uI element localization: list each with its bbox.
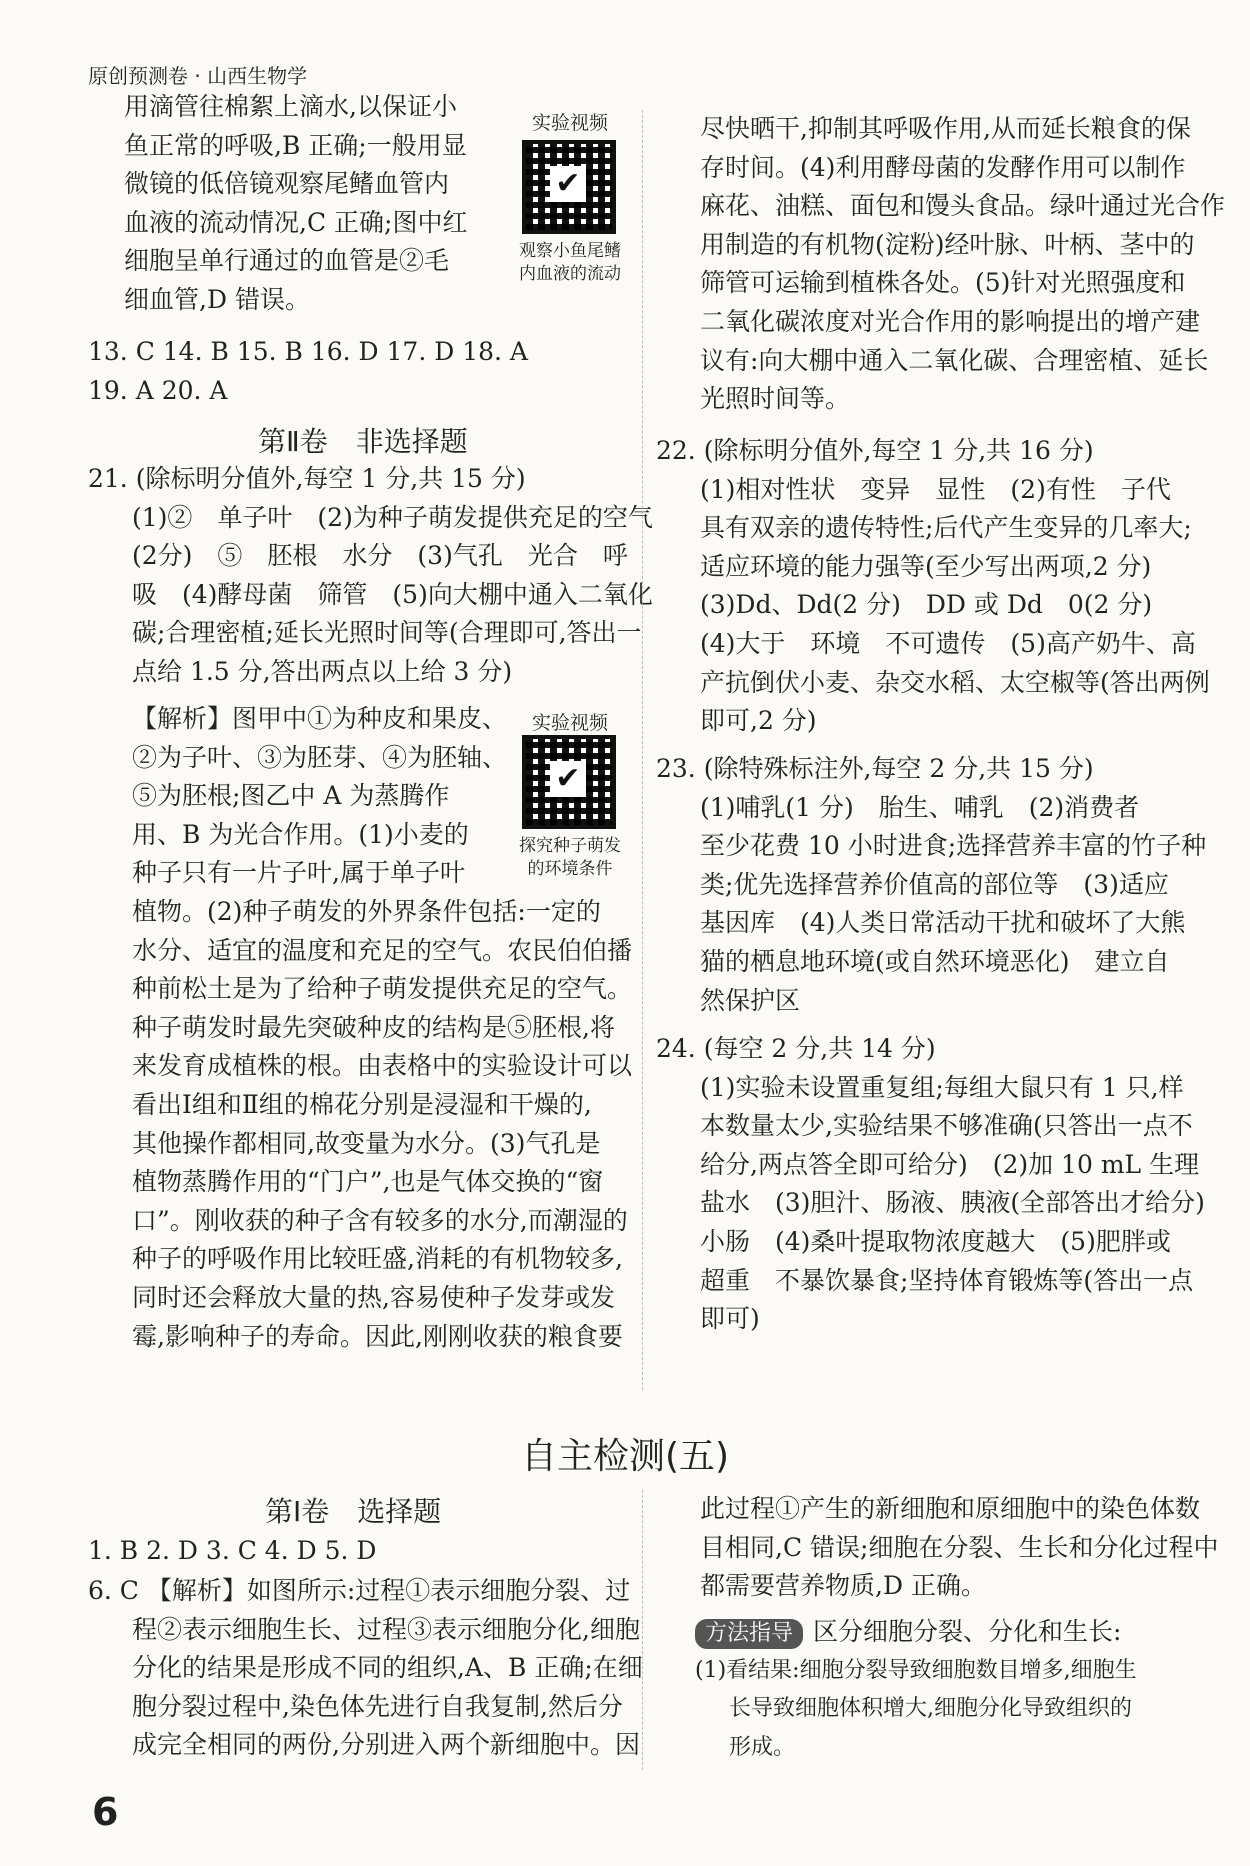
check-icon: ✔ <box>550 166 586 202</box>
check-icon: ✔ <box>550 761 586 797</box>
answers-13-20: 13. C 14. B 15. B 16. D 17. D 18. A 19. A 20. A <box>88 337 528 405</box>
qr-label: 观察小鱼尾鳍 内血液的流动 <box>519 241 621 284</box>
question-22: 22. (除标明分值外,每空 1 分,共 16 分) (1)相对性状 变异 显性 (2)有性 子代 具有双亲的遗传特性;后代产生变异的几率大; 适应环境的能力强等(至少写出两项,2 分) (3)Dd、Dd(2 分) DD 或 Dd 0(2 分) (4)大于 环境 不可遗传 (5)高产奶牛、高 产抗倒伏小麦、杂交水稻、太空椒等(答出两例 即可,2 分) <box>656 436 1210 736</box>
qr-title: 实验视频 <box>531 712 608 734</box>
question-21: 21. (除标明分值外,每空 1 分,共 15 分) (1)② 单子叶 (2)为种子萌发提供充足的空气 (2分) ⑤ 胚根 水分 (3)气孔 光合 呼 吸 (4)酵母菌 筛管 (5)向大棚中通入二氧化 碳;合理密植;延长光照时间等(合理即可,答出一 点给 1.5 分,答出两点以上给 3 分) <box>88 464 653 686</box>
answers-1-5: 1. B 2. D 3. C 4. D 5. D <box>88 1536 377 1565</box>
column-divider <box>642 1490 643 1770</box>
right-bottom-text: 此过程①产生的新细胞和原细胞中的染色体数 目相同,C 错误;细胞在分裂、生长和分化过程中 都需要营养物质,D 正确。 <box>700 1494 1219 1601</box>
method-tip-badge: 方法指导 <box>695 1619 803 1649</box>
qr-code-icon[interactable] <box>522 140 616 234</box>
question-23: 23. (除特殊标注外,每空 2 分,共 15 分) (1)哺乳(1 分) 胎生、哺乳 (2)消费者 至少花费 10 小时进食;选择营养丰富的竹子种 类;优先选择营养价值高的部位等 (3)适应 基因库 (4)人类日常活动干扰和破坏了大熊 猫的栖息地环境(或自然环境恶化) 建立自 然保护区 <box>656 754 1207 1015</box>
column-divider <box>642 110 643 1390</box>
method-tip: 方法指导 区分细胞分裂、分化和生长: (1)看结果:细胞分裂导致细胞数目增多,细胞生 长导致细胞体积增大,细胞分化导致组织的 形成。 <box>695 1617 1137 1760</box>
question-6: 6. C 【解析】如图所示:过程①表示细胞分裂、过 程②表示细胞生长、过程③表示细胞分化,细胞 分化的结果是形成不同的组织,A、B 正确;在细 胞分裂过程中,染色体先进行自我复制,然后分 成完全相同的两份,分别进入两个新细胞中。因 <box>88 1576 643 1760</box>
big-section-title: 自主检测(五) <box>520 1436 730 1477</box>
page-header: 原创预测卷 · 山西生物学 <box>88 64 308 88</box>
right-top-text: 尽快晒干,抑制其呼吸作用,从而延长粮食的保 存时间。(4)利用酵母菌的发酵作用可以制作 麻花、油糕、面包和馒头食品。绿叶通过光合作 用制造的有机物(淀粉)经叶脉、叶柄、茎中的 筛管可运输到植株各处。(5)针对光照强度和 二氧化碳浓度对光合作用的影响提出的增产建 议有:向大棚中通入二氧化碳、合理密植、延长 光照时间等。 <box>700 114 1226 414</box>
analysis-21: 【解析】图甲中①为种皮和果皮、 ②为子叶、③为胚芽、④为胚轴、 ⑤为胚根;图乙中 A 为蒸腾作 用、B 为光合作用。(1)小麦的 种子只有一片子叶,属于单子叶 植物。(2)种子萌发的外界条件包括:一定的 水分、适宜的温度和充足的空气。农民伯伯播 种前松土是为了给种子萌发提供充足的空气。 种子萌发时最先突破种皮的结构是⑤胚根,将 来发育成植株的根。由表格中的实验设计可以 看出Ⅰ组和Ⅱ组的棉花分别是浸湿和干燥的, 其他操作都相同,故变量为水分。(3)气孔是 植物蒸腾作用的“门户”,也是气体交换的“窗 口”。刚收获的种子含有较多的水分,而潮湿的 种子的呼吸作用比较旺盛,消耗的有机物较多, 同时还会释放大量的热,容易使种子发芽或发 霉,影响种子的寿命。因此,刚刚收获的粮食要 <box>132 704 633 1351</box>
section-2-title: 第Ⅱ卷 非选择题 <box>258 425 468 458</box>
question-24: 24. (每空 2 分,共 14 分) (1)实验未设置重复组;每组大鼠只有 1 只,样 本数量太少,实验结果不够准确(只答出一点不 给分,两点答全即可给分) (2)加 10 mL 生理 盐水 (3)胆汁、肠液、胰液(全部答出才给分) 小肠 (4)桑叶提取物浓度越大 (5)肥胖或 超重 不暴饮暴食;坚持体育锻炼等(答出一点 即可) <box>656 1034 1205 1334</box>
section-1-title: 第Ⅰ卷 选择题 <box>265 1495 442 1528</box>
left-top-text: 用滴管往棉絮上滴水,以保证小 鱼正常的呼吸,B 正确;一般用显 微镜的低倍镜观察尾鳍血管内 血液的流动情况,C 正确;图中红 细胞呈单行通过的血管是②毛 细血管,D 错误。 <box>124 92 468 314</box>
qr-title: 实验视频 <box>531 112 608 134</box>
qr-label: 探究种子萌发 的环境条件 <box>519 836 621 879</box>
page-number: 6 <box>92 1790 119 1834</box>
